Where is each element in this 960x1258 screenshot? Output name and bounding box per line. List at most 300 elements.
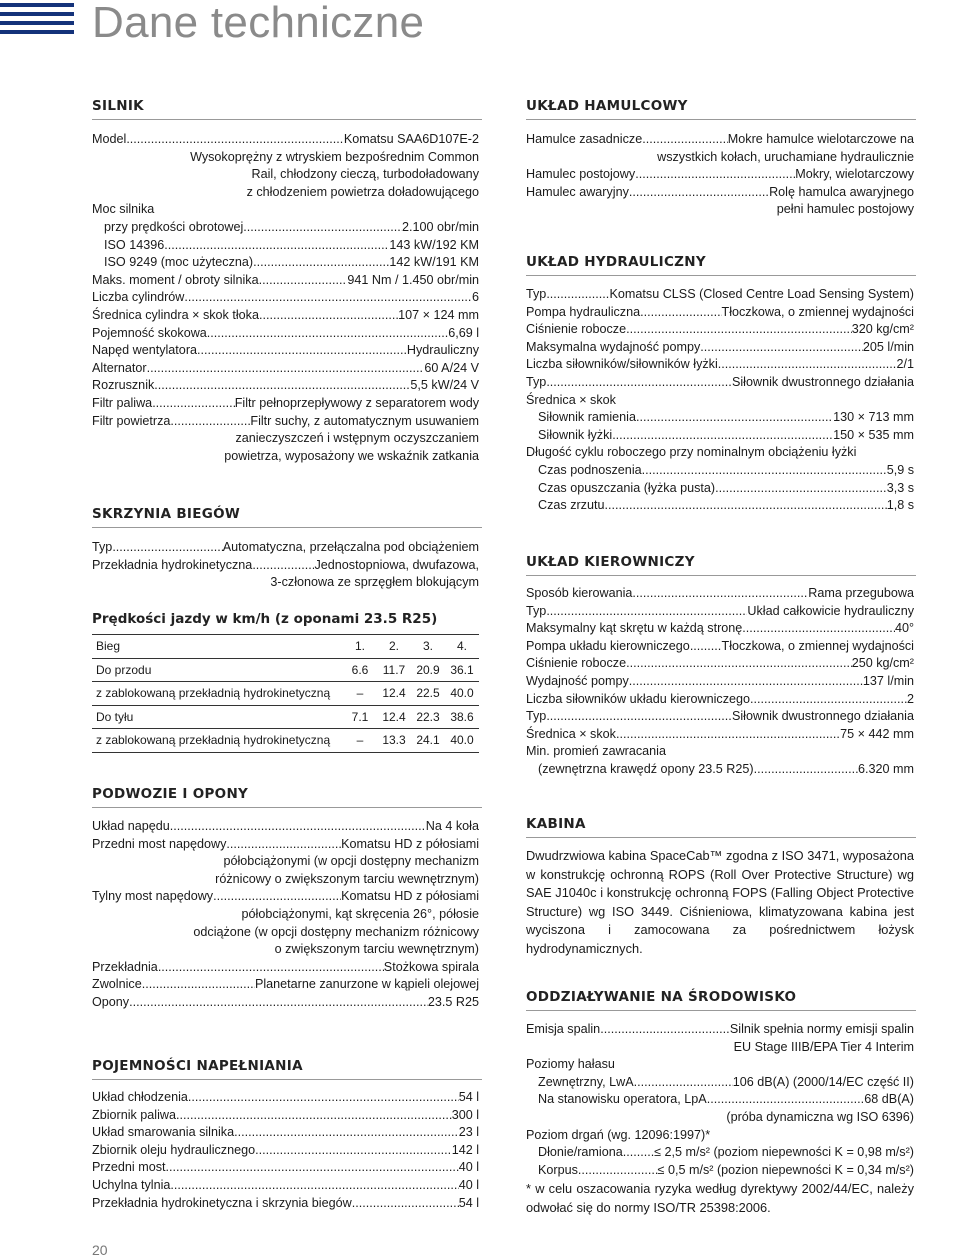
dot-leader <box>642 462 887 480</box>
spec-continuation: 3-członowa ze sprzęgłem blokującym <box>270 575 479 590</box>
dot-leader <box>152 395 235 413</box>
spec-value: Stożkowa spirala <box>383 959 479 974</box>
dot-leader <box>166 1159 459 1177</box>
table-cell: 38.6 <box>445 705 479 729</box>
spec-row <box>92 1107 479 1125</box>
spec-row <box>526 708 914 726</box>
spec-row <box>526 374 914 392</box>
dot-leader <box>616 726 840 744</box>
page-number: 20 <box>92 1242 108 1258</box>
spec-label: Liczba siłowników/siłowników łyżki <box>526 357 718 372</box>
spec-row <box>92 413 479 431</box>
table-cell: 2. <box>377 635 411 659</box>
spec-label: Siłownik łyżki <box>538 427 613 442</box>
spec-row <box>526 409 914 427</box>
spec-label: Układ napędu <box>92 819 170 833</box>
spec-label: Pompa hydrauliczna <box>526 304 641 319</box>
page-header <box>0 0 960 46</box>
kabina-description: Dwudrzwiowa kabina SpaceCab™ zgodna z ISO 3471, wyposażona w konstrukcję ochronną ROPS (Roll Over Protective Structure) wg SAE J1040c i konstrukcję ochronną FOPS (Falling Object Protective Structure) wg ISO 3449. Ciśnieniowa, klimatyzowana kabina jest wyciszona i zamocowana za pośrednictwem łożysk hydrodynamicznych. <box>526 848 914 956</box>
dot-leader <box>612 427 833 445</box>
table-cell: 24.1 <box>411 729 445 753</box>
spec-continuation: odciążone (w opcji dostępny mechanizm różnicowy <box>193 924 479 939</box>
spec-value: 250 kg/cm² <box>851 656 914 671</box>
spec-label: Maksymalna wydajność pompy <box>526 339 701 354</box>
dot-leader <box>700 339 863 357</box>
spec-subheading: Poziomy hałasu <box>526 1057 615 1072</box>
spec-subheading: Poziom drgań (wg. 12096:1997)* <box>526 1127 711 1142</box>
spec-row <box>92 539 479 557</box>
spec-row <box>92 1159 479 1177</box>
spec-value: 68 dB(A) <box>864 1092 914 1107</box>
spec-label: Hamulce zasadnicze <box>526 132 643 146</box>
speed-table <box>92 634 479 753</box>
spec-row <box>92 131 479 149</box>
table-cell: 6.6 <box>343 658 377 682</box>
table-cell: 12.4 <box>377 705 411 729</box>
spec-label: ISO 9249 (moc użyteczna) <box>104 255 254 270</box>
spec-label: Przedni most <box>92 1160 166 1175</box>
spec-label: Uchylna tylnia <box>92 1177 171 1192</box>
table-row-label: z zablokowaną przekładnią hydrokinetyczną <box>92 729 343 753</box>
section-podwozie <box>92 818 479 1012</box>
table-cell: 22.5 <box>411 682 445 706</box>
spec-row <box>92 1124 479 1142</box>
heading-hamulcowy: UKŁAD HAMULCOWY <box>526 98 916 120</box>
spec-label: Średnica cylindra × skok tłoka <box>92 307 259 322</box>
spec-row <box>92 237 479 255</box>
spec-row <box>92 836 479 854</box>
dot-leader <box>690 638 722 656</box>
spec-label: Ciśnienie robocze <box>526 322 627 337</box>
dot-leader <box>605 497 887 515</box>
spec-continuation: półobciążonymi (w opcji dostępny mechanizm <box>223 854 479 869</box>
spec-subheading: Min. promień zawracania <box>526 744 666 759</box>
section-pojemnosci <box>92 1089 479 1212</box>
spec-label: Średnica × skok <box>526 726 616 741</box>
spec-row <box>92 959 479 977</box>
spec-label: Model <box>92 132 127 146</box>
table-row-label: Do przodu <box>92 658 343 682</box>
spec-value: 941 Nm / 1.450 obr/min <box>347 272 479 287</box>
spec-value: 60 A/24 V <box>424 360 479 375</box>
spec-value: 3,3 s <box>886 480 914 495</box>
spec-label: Czas opuszczania (łyżka pusta) <box>538 480 716 495</box>
section-kierowniczy <box>526 585 914 779</box>
dot-leader <box>623 1144 654 1162</box>
spec-row <box>526 726 914 744</box>
spec-value: 300 l <box>451 1107 479 1122</box>
spec-value: 54 l <box>458 1090 479 1104</box>
header-stripes-logo <box>0 3 74 39</box>
dot-leader <box>636 409 833 427</box>
spec-continuation: Wysokoprężny z wtryskiem bezpośrednim Common <box>190 149 479 164</box>
section-skrzynia <box>92 539 479 592</box>
dot-leader <box>184 289 472 307</box>
spec-label: Sposób kierowania <box>526 586 633 600</box>
spec-value: ≤ 2,5 m/s² (poziom niepewności K = 0,98 m/s²) <box>654 1145 914 1160</box>
spec-value: Komatsu SAA6D107E-2 <box>343 132 479 146</box>
dot-leader <box>253 254 389 272</box>
table-cell: 36.1 <box>445 658 479 682</box>
spec-value: 6,69 l <box>448 325 479 340</box>
spec-row <box>92 1195 479 1213</box>
spec-value: 5,9 s <box>886 462 914 477</box>
spec-value: Jednostopniowa, dwufazowa, <box>314 557 479 572</box>
spec-value: 40 l <box>458 1160 479 1175</box>
dot-leader <box>642 131 728 149</box>
spec-label: Zbiornik oleju hydraulicznego <box>92 1142 256 1157</box>
table-cell: 40.0 <box>445 729 479 753</box>
speed-table-title: Prędkości jazdy w km/h (z oponami 23.5 R25) <box>92 611 438 627</box>
spec-row <box>526 304 914 322</box>
dot-leader <box>742 620 895 638</box>
spec-continuation: z chłodzeniem powietrza doładowującego <box>246 184 479 199</box>
spec-value: Automatyczna, przełączalna pod obciążeniem <box>222 540 479 554</box>
spec-value: Komatsu HD z półosiami <box>341 889 479 904</box>
spec-row <box>526 321 914 339</box>
table-cell: 22.3 <box>411 705 445 729</box>
table-cell: 1. <box>343 635 377 659</box>
spec-value: 23 l <box>458 1125 479 1140</box>
dot-leader <box>243 219 402 237</box>
srodowisko-footnote: * w celu oszacowania ryzyka według dyrektywy 2002/44/EC, należy odwołać się do normy ISO/TR 25398:2006. <box>526 1181 914 1215</box>
spec-continuation: wszystkich kołach, uruchamiane hydraulicznie <box>657 149 914 164</box>
spec-label: Zbiornik paliwa <box>92 1107 176 1122</box>
spec-label: Typ <box>526 374 547 389</box>
spec-value: 6 <box>471 290 479 305</box>
dot-leader <box>578 1162 658 1180</box>
table-cell: 12.4 <box>377 682 411 706</box>
spec-label: Liczba siłowników układu kierowniczego <box>526 691 751 706</box>
spec-continuation: zanieczyszczeń i wstępnym oczyszczaniem <box>235 431 479 446</box>
spec-continuation: powietrza, wyposażony we wskaźnik zatkania <box>224 448 479 463</box>
dot-leader <box>158 959 384 977</box>
page-title: Dane techniczne <box>92 0 425 47</box>
spec-value: 75 × 442 mm <box>840 726 914 741</box>
spec-continuation: półobciążonymi, kąt skręcenia 26°, półosie <box>241 906 479 921</box>
spec-row <box>526 356 914 374</box>
dot-leader <box>640 304 721 322</box>
heading-podwozie: PODWOZIE I OPONY <box>92 786 482 808</box>
spec-row <box>526 620 914 638</box>
spec-row <box>92 254 479 272</box>
heading-silnik: SILNIK <box>92 98 482 120</box>
spec-value: Filtr pełnoprzepływowy z separatorem wody <box>234 395 479 410</box>
spec-row <box>92 342 479 360</box>
table-cell: – <box>343 682 377 706</box>
table-row-label: Bieg <box>92 635 343 659</box>
spec-row <box>92 307 479 325</box>
spec-label: Typ <box>526 287 547 301</box>
table-row-label: z zablokowaną przekładnią hydrokinetyczną <box>92 682 343 706</box>
dot-leader <box>164 237 389 255</box>
dot-leader <box>176 1107 452 1125</box>
spec-row <box>526 166 914 184</box>
spec-label: Wydajność pompy <box>526 673 629 688</box>
spec-value: 2.100 obr/min <box>401 219 479 234</box>
section-hydrauliczny <box>526 286 914 515</box>
spec-value: 54 l <box>458 1195 479 1210</box>
spec-label: Przekładnia hydrokinetyczna i skrzynia biegów <box>92 1195 352 1210</box>
spec-label: Zewnętrzny, LwA <box>538 1074 634 1089</box>
dot-leader <box>197 342 407 360</box>
spec-row <box>526 427 914 445</box>
spec-row <box>526 691 914 709</box>
spec-label: Tylny most napędowy <box>92 889 214 904</box>
spec-row <box>526 1144 914 1162</box>
spec-row <box>526 480 914 498</box>
dot-leader <box>170 413 250 431</box>
spec-label: (zewnętrzna krawędź opony 23.5 R25) <box>538 761 754 776</box>
spec-row <box>92 1142 479 1160</box>
spec-label: Na stanowisku operatora, LpA <box>538 1092 707 1107</box>
spec-label: Alternator <box>92 360 147 375</box>
spec-row <box>92 325 479 343</box>
table-cell: 11.7 <box>377 658 411 682</box>
spec-value: Mokry, wielotarczowy <box>795 167 914 182</box>
spec-row <box>526 339 914 357</box>
spec-value: Tłoczkowa, o zmiennej wydajności <box>721 638 914 653</box>
dot-leader <box>147 360 425 378</box>
dot-leader <box>213 888 341 906</box>
spec-value: ≤ 0,5 m/s² (pozion niepewności K = 0,34 m/s²) <box>657 1162 914 1177</box>
spec-value: Mokre hamulce wielotarczowe na <box>727 132 914 146</box>
dot-leader <box>154 377 410 395</box>
spec-row <box>92 395 479 413</box>
spec-value: 205 l/min <box>862 339 914 354</box>
dot-leader <box>715 480 887 498</box>
spec-row <box>526 638 914 656</box>
spec-row <box>92 976 479 994</box>
dot-leader <box>750 691 907 709</box>
spec-value: Rolę hamulca awaryjnego <box>769 184 914 199</box>
table-cell: 40.0 <box>445 682 479 706</box>
spec-row <box>92 377 479 395</box>
spec-label: Typ <box>526 603 547 618</box>
dot-leader <box>129 994 428 1012</box>
spec-label: Układ smarowania silnika <box>92 1125 235 1140</box>
spec-value: 130 × 713 mm <box>833 410 914 425</box>
spec-label: Filtr paliwa <box>92 395 153 410</box>
spec-value: Na 4 koła <box>425 819 479 833</box>
spec-value: Filtr suchy, z automatycznym usuwaniem <box>250 413 479 428</box>
dot-leader <box>718 356 897 374</box>
spec-label: Typ <box>526 709 547 724</box>
heading-hydrauliczny: UKŁAD HYDRAULICZNY <box>526 254 916 276</box>
spec-value: Siłownik dwustronnego działania <box>731 709 914 724</box>
section-hamulcowy <box>526 131 914 219</box>
heading-kabina: KABINA <box>526 816 916 838</box>
spec-value: 1,8 s <box>886 498 914 513</box>
spec-label: Ciśnienie robocze <box>526 656 627 671</box>
spec-value: 107 × 124 mm <box>398 307 479 322</box>
spec-value: 142 kW/191 KM <box>389 255 479 270</box>
spec-row <box>526 497 914 515</box>
spec-row <box>526 184 914 202</box>
spec-value: 23.5 R25 <box>427 994 479 1009</box>
spec-subheading: Moc silnika <box>92 202 155 217</box>
spec-row <box>92 360 479 378</box>
dot-leader <box>546 603 747 621</box>
spec-label: Siłownik ramienia <box>538 410 636 425</box>
dot-leader <box>632 585 808 603</box>
spec-label: Rozrusznik <box>92 378 155 393</box>
table-cell: 4. <box>445 635 479 659</box>
table-row <box>92 729 479 753</box>
spec-row <box>526 761 914 779</box>
spec-label: Maks. moment / obroty silnika <box>92 272 259 287</box>
spec-label: przy prędkości obrotowej <box>104 219 244 234</box>
spec-row <box>526 462 914 480</box>
spec-continuation: Rail, chłodzony cieczą, turbodoładowany <box>251 167 479 182</box>
dot-leader <box>626 321 852 339</box>
table-cell: 20.9 <box>411 658 445 682</box>
spec-label: Opony <box>92 994 130 1009</box>
dot-leader <box>629 673 863 691</box>
spec-label: Maksymalny kąt skrętu w każdą stronę <box>526 621 743 636</box>
spec-value: 320 kg/cm² <box>851 322 914 337</box>
spec-row <box>526 1021 914 1039</box>
spec-label: Filtr powietrza <box>92 413 171 428</box>
spec-row <box>526 655 914 673</box>
dot-leader <box>626 655 852 673</box>
spec-row <box>526 673 914 691</box>
spec-value: Hydrauliczny <box>406 343 479 358</box>
spec-value: 106 dB(A) (2000/14/EC część II) <box>732 1074 914 1089</box>
dot-leader <box>188 1089 459 1107</box>
dot-leader <box>170 818 426 836</box>
dot-leader <box>255 1142 452 1160</box>
spec-label: Hamulec postojowy <box>526 167 636 182</box>
spec-value: 6.320 mm <box>858 761 914 776</box>
spec-label: Pojemność skokowa <box>92 325 207 340</box>
spec-row <box>526 286 914 304</box>
spec-row <box>92 1089 479 1107</box>
spec-value: Siłownik dwustronnego działania <box>731 374 914 389</box>
spec-continuation: (próba dynamiczna wg ISO 6396) <box>726 1109 914 1124</box>
dot-leader <box>600 1021 730 1039</box>
spec-label: Układ chłodzenia <box>92 1090 188 1104</box>
dot-leader <box>635 166 795 184</box>
spec-row <box>92 888 479 906</box>
heading-skrzynia: SKRZYNIA BIEGÓW <box>92 506 482 528</box>
spec-continuation: o zwiększonym tarciu wewnętrznym) <box>274 942 479 957</box>
spec-value: 2/1 <box>896 357 914 372</box>
spec-value: Układ całkowicie hydrauliczny <box>747 603 914 618</box>
dot-leader <box>546 708 732 726</box>
spec-value: Planetarne zanurzone w kąpieli olejowej <box>254 977 479 992</box>
spec-continuation: różnicowy o zwiększonym tarciu wewnętrznym) <box>215 871 479 886</box>
spec-row <box>526 603 914 621</box>
spec-label: Czas zrzutu <box>538 498 605 513</box>
dot-leader <box>259 307 398 325</box>
spec-row <box>526 585 914 603</box>
dot-leader <box>352 1195 459 1213</box>
spec-row <box>92 219 479 237</box>
spec-label: Napęd wentylatora <box>92 343 198 358</box>
spec-row <box>92 1177 479 1195</box>
spec-subheading: Długość cyklu roboczego przy nominalnym obciążeniu łyżki <box>526 445 857 460</box>
spec-value: Komatsu CLSS (Closed Centre Load Sensing System) <box>609 287 914 301</box>
dot-leader <box>170 1177 458 1195</box>
section-srodowisko <box>526 1021 914 1179</box>
spec-label: Typ <box>92 540 113 554</box>
table-cell: 3. <box>411 635 445 659</box>
spec-value: 40 l <box>458 1177 479 1192</box>
spec-label: Hamulec awaryjny <box>526 184 629 199</box>
table-row <box>92 635 479 659</box>
heading-kierowniczy: UKŁAD KIEROWNICZY <box>526 554 916 576</box>
spec-row <box>526 1162 914 1180</box>
dot-leader <box>634 1074 733 1092</box>
spec-label: Emisja spalin <box>526 1022 601 1036</box>
dot-leader <box>226 836 341 854</box>
spec-label: Przedni most napędowy <box>92 836 227 851</box>
spec-label: Przekładnia <box>92 959 158 974</box>
table-row <box>92 658 479 682</box>
spec-continuation: pełni hamulec postojowy <box>776 202 914 217</box>
spec-continuation: EU Stage IIIB/EPA Tier 4 Interim <box>733 1039 914 1054</box>
dot-leader <box>707 1091 865 1109</box>
spec-row <box>526 1091 914 1109</box>
spec-value: 143 kW/192 KM <box>389 237 479 252</box>
dot-leader <box>112 539 222 557</box>
spec-label: Pompa układu kierowniczego <box>526 638 690 653</box>
spec-row <box>526 131 914 149</box>
dot-leader <box>546 374 732 392</box>
spec-value: 2 <box>906 691 914 706</box>
dot-leader <box>546 286 609 304</box>
spec-value: 150 × 535 mm <box>833 427 914 442</box>
spec-label: ISO 14396 <box>104 237 165 252</box>
spec-value: 142 l <box>451 1142 479 1157</box>
heading-srodowisko: ODDZIAŁYWANIE NA ŚRODOWISKO <box>526 989 916 1011</box>
spec-row <box>92 557 479 575</box>
spec-label: Zwolnice <box>92 977 142 992</box>
dot-leader <box>259 272 348 290</box>
spec-label: Korpus <box>538 1162 578 1177</box>
spec-value: Tłoczkowa, o zmiennej wydajności <box>721 304 914 319</box>
spec-label: Przekładnia hydrokinetyczna <box>92 557 253 572</box>
dot-leader <box>234 1124 459 1142</box>
heading-pojemnosci: POJEMNOŚCI NAPEŁNIANIA <box>92 1058 482 1080</box>
dot-leader <box>142 976 255 994</box>
spec-value: 137 l/min <box>862 673 914 688</box>
spec-subheading: Średnica × skok <box>526 392 616 407</box>
section-silnik <box>92 131 479 465</box>
spec-row <box>92 818 479 836</box>
spec-row <box>92 994 479 1012</box>
table-cell: – <box>343 729 377 753</box>
dot-leader <box>126 131 344 149</box>
dot-leader <box>252 557 314 575</box>
spec-label: Dłonie/ramiona <box>538 1145 623 1160</box>
table-row <box>92 705 479 729</box>
table-row-label: Do tyłu <box>92 705 343 729</box>
dot-leader <box>754 761 858 779</box>
spec-value: Silnik spełnia normy emisji spalin <box>729 1022 914 1036</box>
spec-value: 5,5 kW/24 V <box>410 378 479 393</box>
spec-label: Czas podnoszenia <box>538 462 642 477</box>
table-cell: 13.3 <box>377 729 411 753</box>
spec-row <box>92 289 479 307</box>
spec-row <box>526 1074 914 1092</box>
spec-value: Komatsu HD z półosiami <box>341 836 479 851</box>
spec-value: Rama przegubowa <box>808 586 914 600</box>
spec-label: Liczba cylindrów <box>92 290 185 305</box>
dot-leader <box>629 184 769 202</box>
spec-value: 40° <box>894 621 914 636</box>
